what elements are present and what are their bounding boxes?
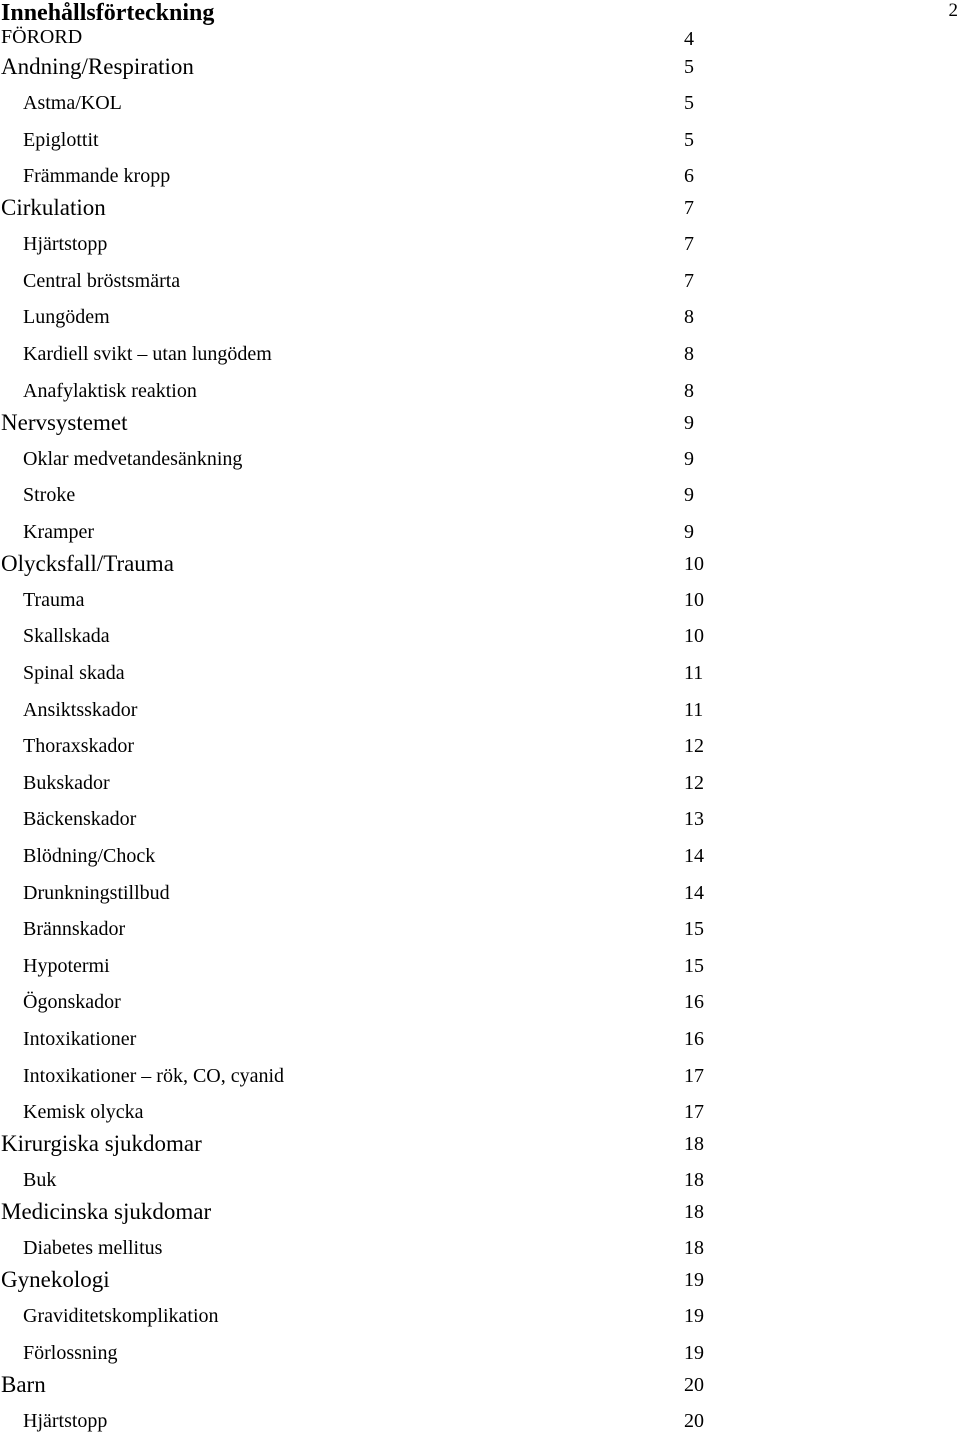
toc-entry-page-number: 19 <box>684 1269 704 1292</box>
toc-entry-label: Kardiell svikt – utan lungödem <box>23 343 272 365</box>
toc-entry-label: Cirkulation <box>1 195 106 221</box>
toc-subsection-entry[interactable] <box>0 165 720 193</box>
toc-entry-label: Central bröstsmärta <box>23 269 181 292</box>
toc-subsection-entry[interactable] <box>0 1101 720 1129</box>
toc-entry-page-number: 18 <box>684 1169 704 1192</box>
toc-entry-page-number: 6 <box>684 165 694 188</box>
toc-entry-page-number: 9 <box>684 447 694 470</box>
toc-section-entry[interactable] <box>0 551 720 579</box>
toc-entry-label: Graviditetskomplikation <box>23 1305 219 1328</box>
toc-entry-page-number: 11 <box>684 698 704 721</box>
toc-entry-page-number: 12 <box>684 735 704 758</box>
toc-entry-label: Medicinska sjukdomar <box>1 1199 212 1225</box>
toc-entry-page-number: 11 <box>684 662 704 684</box>
toc-entry-page-number: 9 <box>684 520 694 543</box>
toc-entry-label: Intoxikationer <box>23 1028 137 1050</box>
toc-subsection-entry[interactable] <box>0 808 720 836</box>
toc-entry-label: Brännskador <box>23 918 126 941</box>
toc-subsection-entry[interactable] <box>0 1065 720 1093</box>
page-number: 2 <box>948 0 958 21</box>
toc-entry-page-number: 20 <box>684 1409 704 1432</box>
toc-entry-label: Bukskador <box>23 771 110 794</box>
toc-section-entry[interactable] <box>0 54 720 82</box>
toc-entry-label: Drunkningstillbud <box>23 881 170 904</box>
toc-section-entry[interactable] <box>0 1267 720 1295</box>
toc-entry-page-number: 7 <box>684 197 694 220</box>
toc-entry-label: Diabetes mellitus <box>23 1237 163 1260</box>
toc-subsection-entry[interactable] <box>0 521 720 549</box>
toc-subsection-entry[interactable] <box>0 1305 720 1333</box>
toc-entry-label: Oklar medvetandesänkning <box>23 447 243 470</box>
toc-entry-page-number: 8 <box>684 306 694 329</box>
toc-subsection-entry[interactable] <box>0 1169 720 1197</box>
toc-subsection-entry[interactable] <box>0 92 720 120</box>
toc-entry-page-number: 10 <box>684 625 704 648</box>
toc-section-entry[interactable] <box>0 1199 720 1227</box>
toc-entry-label: Främmande kropp <box>23 165 171 188</box>
toc-entry-label: Trauma <box>23 588 85 611</box>
toc-subsection-entry[interactable] <box>0 735 720 763</box>
toc-entry-label: Anafylaktisk reaktion <box>23 379 197 402</box>
toc-entry-label: Hypotermi <box>23 954 110 977</box>
toc-subsection-entry[interactable] <box>0 270 720 298</box>
toc-title: Innehållsförteckning <box>1 0 215 26</box>
toc-entry-page-number: 18 <box>684 1133 704 1156</box>
toc-subsection-entry[interactable] <box>0 343 720 371</box>
toc-entry-label: Skallskada <box>23 625 110 648</box>
toc-entry-page-number: 5 <box>684 56 694 78</box>
toc-entry-label: Blödning/Chock <box>23 845 156 867</box>
toc-entry-label: Spinal skada <box>23 662 125 684</box>
toc-entry-page-number: 14 <box>684 845 704 867</box>
toc-entry-page-number: 13 <box>684 808 704 831</box>
toc-entry-page-number: 17 <box>684 1064 704 1087</box>
toc-entry-page-number: 8 <box>684 343 694 365</box>
toc-entry-label: Kirurgiska sjukdomar <box>1 1131 202 1157</box>
toc-entry-label: Hjärtstopp <box>23 233 108 256</box>
toc-entry-page-number: 18 <box>684 1201 704 1224</box>
toc-entry-page-number: 5 <box>684 128 694 151</box>
toc-entry-label: Ögonskador <box>23 991 121 1014</box>
toc-subsection-entry[interactable] <box>0 1342 720 1370</box>
toc-entry-page-number: 14 <box>684 881 704 904</box>
toc-subsection-entry[interactable] <box>0 625 720 653</box>
toc-entry-label: Olycksfall/Trauma <box>1 550 174 576</box>
toc-subsection-entry[interactable] <box>0 991 720 1019</box>
toc-entry-page-number: 7 <box>684 233 694 256</box>
toc-entry-page-number: 15 <box>684 954 704 977</box>
toc-section-entry[interactable] <box>0 1372 720 1400</box>
toc-entry-label: Förlossning <box>23 1341 118 1364</box>
toc-subsection-entry[interactable] <box>0 955 720 983</box>
toc-subsection-entry[interactable] <box>0 306 720 334</box>
toc-entry-page-number: 9 <box>684 411 694 434</box>
toc-entry-label: Nervsystemet <box>1 409 128 435</box>
toc-entry-label: Ansiktsskador <box>23 698 138 721</box>
toc-section-entry[interactable] <box>0 26 720 54</box>
toc-entry-label: Andning/Respiration <box>1 54 194 79</box>
toc-entry-label: Barn <box>1 1371 46 1397</box>
toc-entry-label: Intoxikationer – rök, CO, cyanid <box>23 1064 285 1087</box>
toc-entry-page-number: 4 <box>684 28 694 50</box>
toc-entry-page-number: 10 <box>684 552 704 575</box>
toc-entry-label: Gynekologi <box>1 1267 110 1293</box>
toc-entry-label: FÖRORD <box>1 26 83 48</box>
toc-entry-label: Lungödem <box>23 306 110 329</box>
toc-subsection-entry[interactable] <box>0 1237 720 1265</box>
toc-entry-label: Buk <box>23 1169 57 1192</box>
toc-entry-page-number: 16 <box>684 1028 704 1050</box>
toc-subsection-entry[interactable] <box>0 845 720 873</box>
toc-entry-page-number: 16 <box>684 991 704 1014</box>
toc-subsection-entry[interactable] <box>0 882 720 910</box>
toc-subsection-entry[interactable] <box>0 589 720 617</box>
toc-entry-page-number: 10 <box>684 588 704 611</box>
toc-subsection-entry[interactable] <box>0 484 720 512</box>
toc-entry-page-number: 18 <box>684 1237 704 1260</box>
toc-entry-page-number: 5 <box>684 92 694 114</box>
toc-entry-label: Thoraxskador <box>23 735 135 758</box>
toc-section-entry[interactable] <box>0 410 720 438</box>
toc-entry-page-number: 19 <box>684 1341 704 1364</box>
toc-subsection-entry[interactable] <box>0 662 720 690</box>
toc-subsection-entry[interactable] <box>0 1028 720 1056</box>
toc-subsection-entry[interactable] <box>0 699 720 727</box>
toc-subsection-entry[interactable] <box>0 918 720 946</box>
toc-section-entry[interactable] <box>0 195 720 223</box>
toc-entry-page-number: 12 <box>684 771 704 794</box>
toc-entry-label: Stroke <box>23 484 76 507</box>
toc-entry-page-number: 7 <box>684 269 694 292</box>
toc-entry-label: Kramper <box>23 520 95 543</box>
toc-entry-label: Hjärtstopp <box>23 1409 108 1432</box>
toc-subsection-entry[interactable] <box>0 448 720 476</box>
toc-entry-label: Epiglottit <box>23 128 99 151</box>
toc-entry-page-number: 9 <box>684 484 694 507</box>
toc-entry-page-number: 8 <box>684 379 694 402</box>
toc-subsection-entry[interactable] <box>0 1410 720 1438</box>
toc-entry-label: Bäckenskador <box>23 808 137 831</box>
toc-subsection-entry[interactable] <box>0 380 720 408</box>
toc-subsection-entry[interactable] <box>0 129 720 157</box>
toc-entry-page-number: 17 <box>684 1101 704 1124</box>
toc-entry-label: Astma/KOL <box>23 92 122 114</box>
toc-entry-page-number: 19 <box>684 1305 704 1328</box>
toc-entry-page-number: 20 <box>684 1373 704 1396</box>
toc-section-entry[interactable] <box>0 1131 720 1159</box>
toc-entry-label: Kemisk olycka <box>23 1101 144 1124</box>
toc-subsection-entry[interactable] <box>0 772 720 800</box>
toc-subsection-entry[interactable] <box>0 233 720 261</box>
toc-entry-page-number: 15 <box>684 918 704 941</box>
